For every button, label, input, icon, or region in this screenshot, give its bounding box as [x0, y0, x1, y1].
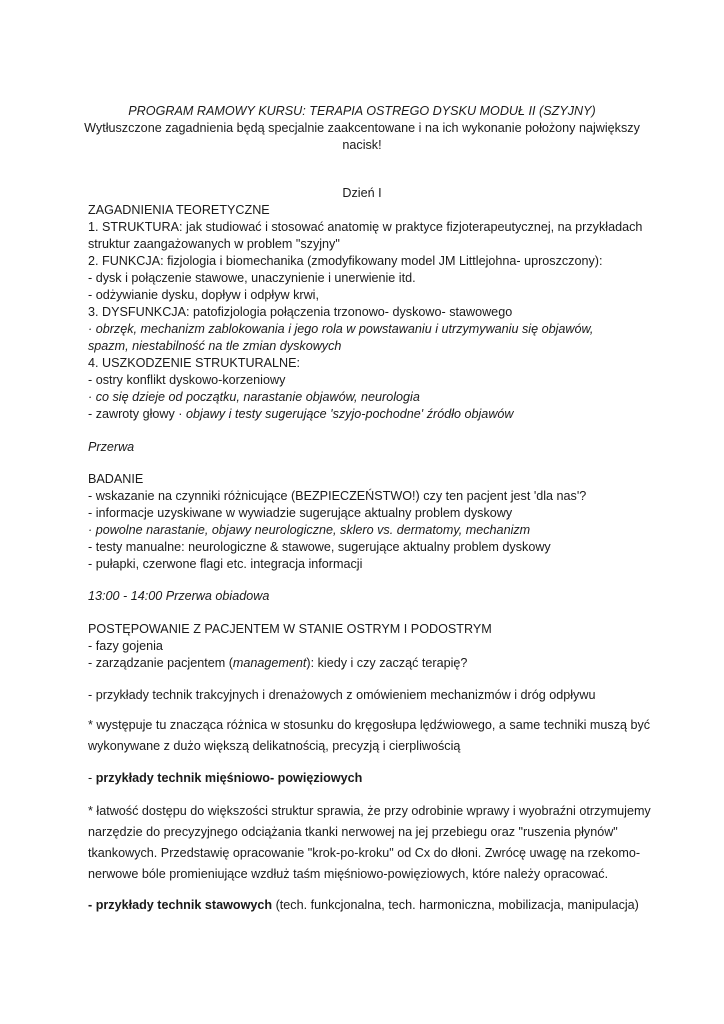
item-colon: :	[296, 356, 301, 370]
joint-rest: (tech. funkcjonalna, tech. harmoniczna, mobilizacja, manipulacja)	[272, 898, 639, 912]
sub3-plain: - zawroty głowy	[88, 407, 179, 421]
myofascial-bold: przykłady technik mięśniowo- powięziowych	[95, 771, 363, 785]
theory-item-2	[88, 253, 602, 269]
exam-heading: BADANIE	[88, 472, 144, 486]
intro-note-line1	[0, 120, 724, 136]
theory-item-1-cont: struktur zaangażowanych w problem "szyjny"	[88, 237, 340, 251]
exam-line-2: - informacje uzyskiwane w wywiadzie sugerujące aktualny problem dyskowy	[88, 506, 513, 520]
myofascial-note-4: nerwowe bóle promieniujące wzdłuż taśm mięśniowo-powięziowych, które należy opracować.	[88, 867, 609, 881]
item-text: : fizjologia i biomechanika (zmodyfikowany model JM Littlejohna- uproszczony):	[160, 254, 603, 268]
item-key-term: USZKODZENIE STRUKTURALNE	[102, 356, 297, 370]
theory-item-3-sub1: · obrzęk, mechanizm zablokowania i jego rola w powstawaniu i utrzymywaniu się objawów,	[88, 322, 594, 336]
line2-start: - zarządzanie pacjentem (	[88, 656, 233, 670]
management-heading: POSTĘPOWANIE Z PACJENTEM W STANIE OSTRYM I PODOSTRYM	[88, 622, 492, 636]
day-heading: Dzień I	[342, 186, 382, 200]
item-number: 3.	[88, 305, 103, 319]
sub3-dot: ·	[178, 407, 186, 421]
item-number: 1.	[88, 220, 103, 234]
sub3-italic: objawy i testy sugerujące 'szyjo-pochodne' źródło objawów	[185, 407, 514, 421]
theory-item-4-sub1: - ostry konflikt dyskowo-korzeniowy	[88, 373, 286, 387]
myofascial-note-2: narzędzie do precyzyjnego odciążania tkanki nerwowej na jej przebiegu oraz "ruszenia płynów"	[88, 825, 618, 839]
joint-bold: - przykłady technik stawowych	[88, 898, 273, 912]
item-text: : patofizjologia połączenia trzonowo- dyskowo- stawowego	[185, 305, 513, 319]
program-title: PROGRAM RAMOWY KURSU: TERAPIA OSTREGO DYSKU MODUŁ II (SZYJNY)	[128, 104, 596, 118]
myofascial-note-1: * łatwość dostępu do większości struktur sprawia, że przy odrobinie wprawy i wyobraźni otrzymujemy	[88, 804, 651, 818]
exam-line-3: · powolne narastanie, objawy neurologiczne, sklero vs. dermatomy, mechanizm	[88, 523, 531, 537]
traction-note-line2: wykonywane z dużo większą delikatnością, precyzją i cierpliwością	[88, 739, 461, 753]
exam-line-1: - wskazanie na czynniki różnicujące (BEZPIECZEŃSTWO!) czy ten pacjent jest 'dla nas'?	[88, 489, 587, 503]
intro-note-text: zagadnienia będą specjalnie zaakcentowane i na ich wykonanie położony największy	[161, 121, 640, 135]
joint-techniques	[88, 897, 639, 913]
myofascial-heading	[88, 770, 362, 786]
theory-item-2-sub1: - dysk i połączenie stawowe, unaczynienie i unerwienie itd.	[88, 271, 416, 285]
item-key-term: DYSFUNKCJA	[102, 305, 186, 319]
line2-end: ): kiedy i czy zacząć terapię?	[306, 656, 468, 670]
exam-line-5: - pułapki, czerwone flagi etc. integracja informacji	[88, 557, 363, 571]
myofascial-dash: -	[88, 771, 96, 785]
theory-heading: ZAGADNIENIA TEORETYCZNE	[88, 203, 270, 217]
theory-item-1	[88, 219, 642, 235]
lunch-break: 13:00 - 14:00 Przerwa obiadowa	[88, 589, 270, 603]
item-key-term: FUNKCJA	[102, 254, 161, 268]
management-line-2	[88, 655, 467, 671]
myofascial-note-3: tkankowych. Przedstawię opracowanie "krok-po-kroku" od Cx do dłoni. Zwrócę uwagę na rzekomo-	[88, 846, 641, 860]
item-number: 2.	[88, 254, 103, 268]
item-text: : jak studiować i stosować anatomię w praktyce fizjoterapeutycznej, na przykładach	[178, 220, 643, 234]
exam-line-4: - testy manualne: neurologiczne & stawowe, sugerujące aktualny problem dyskowy	[88, 540, 551, 554]
theory-item-3	[88, 304, 512, 320]
traction-note-line1: * występuje tu znacząca różnica w stosunku do kręgosłupa lędźwiowego, a same techniki muszą być	[88, 718, 651, 732]
management-line-1: - fazy gojenia	[88, 639, 163, 653]
item-key-term: STRUKTURA	[102, 220, 179, 234]
theory-item-3-sub2: spazm, niestabilność na tle zmian dyskowych	[88, 339, 342, 353]
break-label: Przerwa	[88, 440, 135, 454]
theory-item-4-sub2: · co się dzieje od początku, narastanie objawów, neurologia	[88, 390, 420, 404]
theory-item-4-sub3	[88, 406, 514, 422]
theory-item-2-sub2: - odżywianie dysku, dopływ i odpływ krwi,	[88, 288, 319, 302]
intro-note-line2: nacisk!	[342, 138, 382, 152]
intro-bold-word: Wytłuszczone	[84, 121, 162, 135]
item-number: 4.	[88, 356, 103, 370]
traction-techniques: - przykłady technik trakcyjnych i drenażowych z omówieniem mechanizmów i dróg odpływu	[88, 688, 596, 702]
theory-item-4	[88, 355, 300, 371]
line2-italic: management	[232, 656, 307, 670]
